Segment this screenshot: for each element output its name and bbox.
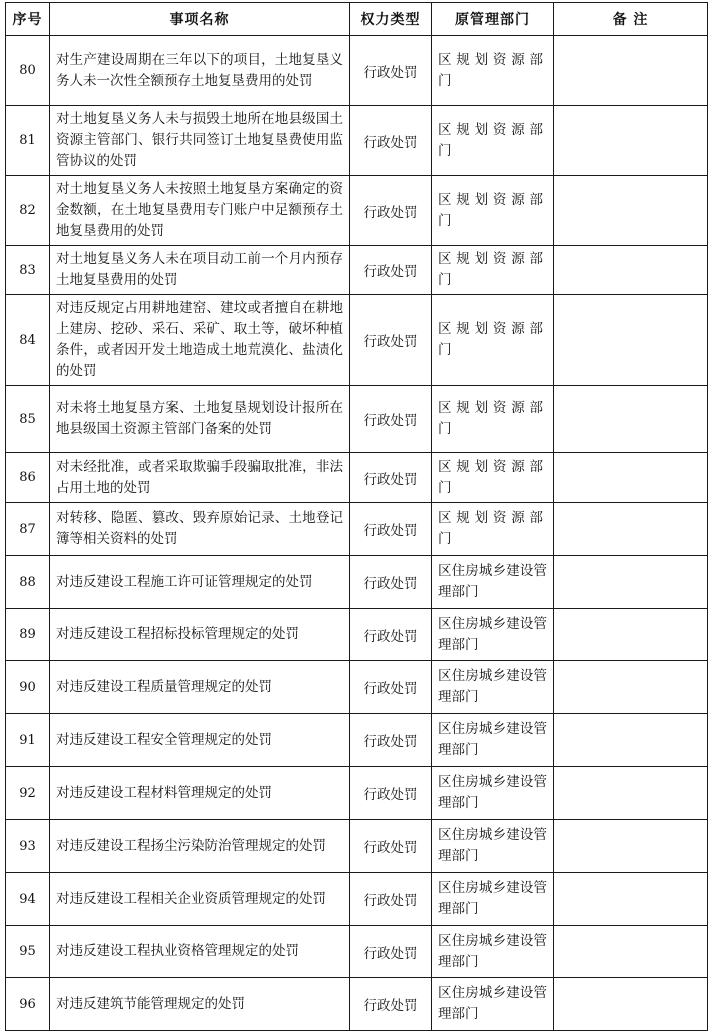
department: 区住房城乡建设管理部门 xyxy=(432,767,554,820)
table-row xyxy=(6,36,708,106)
department: 区规划资源部门 xyxy=(432,176,554,246)
row-number: 88 xyxy=(6,556,50,609)
table-row xyxy=(6,714,708,767)
power-type: 行政处罚 xyxy=(350,36,432,106)
remark xyxy=(554,714,708,767)
row-number: 89 xyxy=(6,609,50,661)
row-number: 86 xyxy=(6,453,50,503)
row-number: 95 xyxy=(6,926,50,978)
table-row xyxy=(6,503,708,556)
remark xyxy=(554,767,708,820)
power-type: 行政处罚 xyxy=(350,106,432,176)
power-type: 行政处罚 xyxy=(350,661,432,714)
remark xyxy=(554,926,708,978)
row-number: 96 xyxy=(6,978,50,1031)
remark xyxy=(554,609,708,661)
remark xyxy=(554,106,708,176)
table-row xyxy=(6,661,708,714)
item-name: 对违反建筑节能管理规定的处罚 xyxy=(50,978,350,1031)
remark xyxy=(554,386,708,453)
power-type: 行政处罚 xyxy=(350,503,432,556)
remark xyxy=(554,820,708,873)
power-type: 行政处罚 xyxy=(350,926,432,978)
department: 区规划资源部门 xyxy=(432,246,554,295)
item-name: 对转移、隐匿、篡改、毁弃原始记录、土地登记簿等相关资料的处罚 xyxy=(50,503,350,556)
header-no: 序号 xyxy=(6,3,50,36)
remark xyxy=(554,246,708,295)
row-number: 81 xyxy=(6,106,50,176)
item-name: 对未将土地复垦方案、土地复垦规划设计报所在地县级国土资源主管部门备案的处罚 xyxy=(50,386,350,453)
row-number: 94 xyxy=(6,873,50,926)
department: 区住房城乡建设管理部门 xyxy=(432,609,554,661)
department: 区住房城乡建设管理部门 xyxy=(432,978,554,1031)
department: 区住房城乡建设管理部门 xyxy=(432,873,554,926)
department: 区规划资源部门 xyxy=(432,295,554,386)
table-row xyxy=(6,176,708,246)
row-number: 87 xyxy=(6,503,50,556)
table-row xyxy=(6,556,708,609)
power-type: 行政处罚 xyxy=(350,295,432,386)
row-number: 90 xyxy=(6,661,50,714)
department: 区住房城乡建设管理部门 xyxy=(432,556,554,609)
power-type: 行政处罚 xyxy=(350,609,432,661)
table-row xyxy=(6,453,708,503)
power-items-table xyxy=(5,2,708,1031)
power-type: 行政处罚 xyxy=(350,820,432,873)
item-name: 对违反规定占用耕地建窑、建坟或者擅自在耕地上建房、挖砂、采石、采矿、取土等，破坏种植条件，或者因开发土地造成土地荒漠化、盐渍化的处罚 xyxy=(50,295,350,386)
item-name: 对土地复垦义务人未按照土地复垦方案确定的资金数额，在土地复垦费用专门账户中足额预存土地复垦费用的处罚 xyxy=(50,176,350,246)
row-number: 93 xyxy=(6,820,50,873)
row-number: 82 xyxy=(6,176,50,246)
power-type: 行政处罚 xyxy=(350,386,432,453)
power-type: 行政处罚 xyxy=(350,556,432,609)
row-number: 84 xyxy=(6,295,50,386)
table-row xyxy=(6,873,708,926)
remark xyxy=(554,36,708,106)
power-type: 行政处罚 xyxy=(350,873,432,926)
department: 区规划资源部门 xyxy=(432,503,554,556)
row-number: 83 xyxy=(6,246,50,295)
remark xyxy=(554,556,708,609)
department: 区规划资源部门 xyxy=(432,106,554,176)
remark xyxy=(554,978,708,1031)
department: 区住房城乡建设管理部门 xyxy=(432,820,554,873)
table-row xyxy=(6,767,708,820)
department: 区住房城乡建设管理部门 xyxy=(432,714,554,767)
table-row xyxy=(6,246,708,295)
power-type: 行政处罚 xyxy=(350,767,432,820)
department: 区规划资源部门 xyxy=(432,386,554,453)
item-name: 对生产建设周期在三年以下的项目，土地复垦义务人未一次性全额预存土地复垦费用的处罚 xyxy=(50,36,350,106)
row-number: 91 xyxy=(6,714,50,767)
item-name: 对违反建设工程质量管理规定的处罚 xyxy=(50,661,350,714)
remark xyxy=(554,661,708,714)
item-name: 对违反建设工程招标投标管理规定的处罚 xyxy=(50,609,350,661)
row-number: 85 xyxy=(6,386,50,453)
table-row xyxy=(6,978,708,1031)
table-row xyxy=(6,106,708,176)
table-header-row xyxy=(6,3,708,36)
item-name: 对违反建设工程施工许可证管理规定的处罚 xyxy=(50,556,350,609)
header-name: 事项名称 xyxy=(50,3,350,36)
table-row xyxy=(6,926,708,978)
item-name: 对违反建设工程执业资格管理规定的处罚 xyxy=(50,926,350,978)
power-type: 行政处罚 xyxy=(350,246,432,295)
power-type: 行政处罚 xyxy=(350,176,432,246)
remark xyxy=(554,295,708,386)
department: 区住房城乡建设管理部门 xyxy=(432,926,554,978)
row-number: 80 xyxy=(6,36,50,106)
remark xyxy=(554,503,708,556)
department: 区规划资源部门 xyxy=(432,36,554,106)
item-name: 对违反建设工程安全管理规定的处罚 xyxy=(50,714,350,767)
item-name: 对违反建设工程材料管理规定的处罚 xyxy=(50,767,350,820)
item-name: 对土地复垦义务人未与损毁土地所在地县级国土资源主管部门、银行共同签订土地复垦费使用监管协议的处罚 xyxy=(50,106,350,176)
row-number: 92 xyxy=(6,767,50,820)
header-dept: 原管理部门 xyxy=(432,3,554,36)
remark xyxy=(554,873,708,926)
item-name: 对违反建设工程扬尘污染防治管理规定的处罚 xyxy=(50,820,350,873)
item-name: 对土地复垦义务人未在项目动工前一个月内预存土地复垦费用的处罚 xyxy=(50,246,350,295)
table-row xyxy=(6,386,708,453)
table-row xyxy=(6,609,708,661)
department: 区住房城乡建设管理部门 xyxy=(432,661,554,714)
department: 区规划资源部门 xyxy=(432,453,554,503)
header-type: 权力类型 xyxy=(350,3,432,36)
table-row xyxy=(6,295,708,386)
header-remark: 备 注 xyxy=(554,3,708,36)
table-body xyxy=(6,36,708,1031)
item-name: 对违反建设工程相关企业资质管理规定的处罚 xyxy=(50,873,350,926)
item-name: 对未经批准，或者采取欺骗手段骗取批准，非法占用土地的处罚 xyxy=(50,453,350,503)
remark xyxy=(554,453,708,503)
remark xyxy=(554,176,708,246)
power-type: 行政处罚 xyxy=(350,714,432,767)
power-type: 行政处罚 xyxy=(350,453,432,503)
power-type: 行政处罚 xyxy=(350,978,432,1031)
table-row xyxy=(6,820,708,873)
